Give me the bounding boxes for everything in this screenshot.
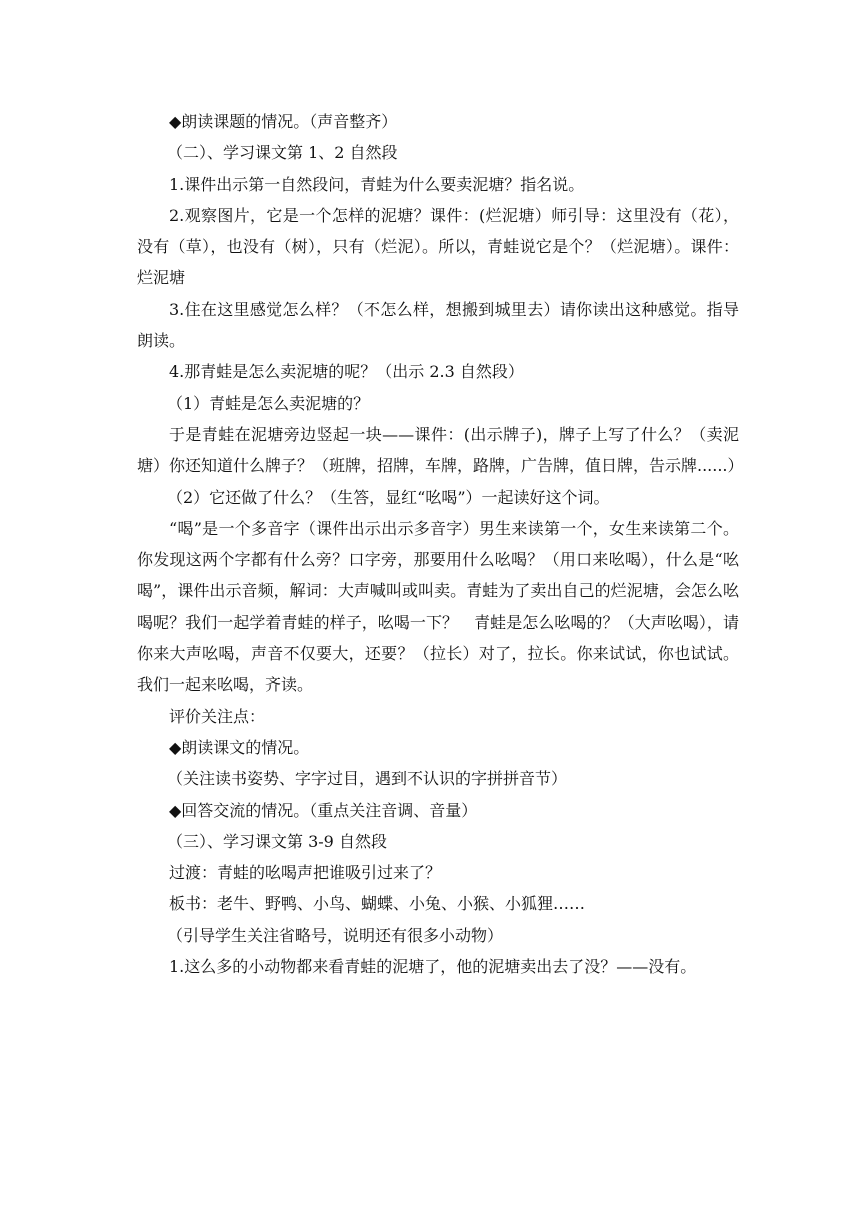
section-heading-2: （二）、学习课文第 1、2 自然段 (167, 143, 398, 163)
paragraph-transition: 过渡：青蛙的吆喝声把谁吸引过来了？ (169, 863, 442, 883)
section-heading-3: （三）、学习课文第 3-9 自然段 (167, 831, 387, 851)
paragraph-reading-text-evaluation: ◆朗读课文的情况。 (169, 737, 310, 757)
paragraph-evaluation-heading: 评价关注点： (169, 706, 266, 726)
paragraph-ellipsis-note: （引导学生关注省略号，说明还有很多小动物） (167, 925, 504, 945)
paragraph-step-3: 3.住在这里感觉怎么样？（不怎么样，想搬到城里去）请你读出这种感觉。指导朗读。 (137, 299, 739, 351)
paragraph-answer-evaluation: ◆回答交流的情况。（重点关注音调、音量） (169, 800, 478, 820)
paragraph-step-2: 2.观察图片，它是一个怎样的泥塘？课件：(烂泥塘）师引导：这里没有（花），没有（草），也没有（树），只有（烂泥）。所以，青蛙说它是个？（烂泥塘）。课件：烂泥塘 (137, 205, 739, 288)
paragraph-sign: 于是青蛙在泥塘旁边竖起一块——课件：(出示牌子)，牌子上写了什么？（卖泥塘）你还知道什么牌子？（班牌，招牌，车牌，路牌，广告牌，值日牌，告示牌......） (137, 424, 744, 476)
paragraph-step-4: 4.那青蛙是怎么卖泥塘的呢？（出示 2.3 自然段） (169, 362, 524, 382)
paragraph-blackboard: 板书：老牛、野鸭、小鸟、蝴蝶、小兔、小猴、小狐狸…… (169, 894, 586, 914)
paragraph-reading-posture-note: （关注读书姿势、字字过目，遇到不认识的字拼拼音节） (167, 769, 568, 789)
paragraph-question-1: （1）青蛙是怎么卖泥塘的？ (167, 393, 370, 413)
paragraph-reading-title-evaluation: ◆朗读课题的情况。（声音整齐） (169, 112, 398, 131)
paragraph-question-2: （2）它还做了什么？（生答，显红“吆喝”）一起读好这个词。 (167, 487, 610, 507)
paragraph-sold-question: 1.这么多的小动物都来看青蛙的泥塘了，他的泥塘卖出去了没？——没有。 (169, 957, 697, 977)
document-body (137, 106, 744, 982)
paragraph-polyphone: “喝”是一个多音字（课件出示出示多音字）男生来读第一个，女生来读第二个。你发现这两个字都有什么旁？口字旁，那要用什么吆喝？（用口来吆喝），什么是“吆喝”，课件出示音频，解词：大声喊叫或叫卖。青蛙为了卖出自己的烂泥塘，会怎么吆喝呢？我们一起学着青蛙的样子，吆喝一下？ 青蛙是怎么吆喝的？（大声吆喝），请你来大声吆喝，声音不仅要大，还要？（拉长）对了，拉长。你来试试，你也试试。我们一起来吆喝，齐读。 (137, 518, 739, 695)
paragraph-step-1: 1.课件出示第一自然段问，青蛙为什么要卖泥塘？指名说。 (169, 174, 585, 194)
